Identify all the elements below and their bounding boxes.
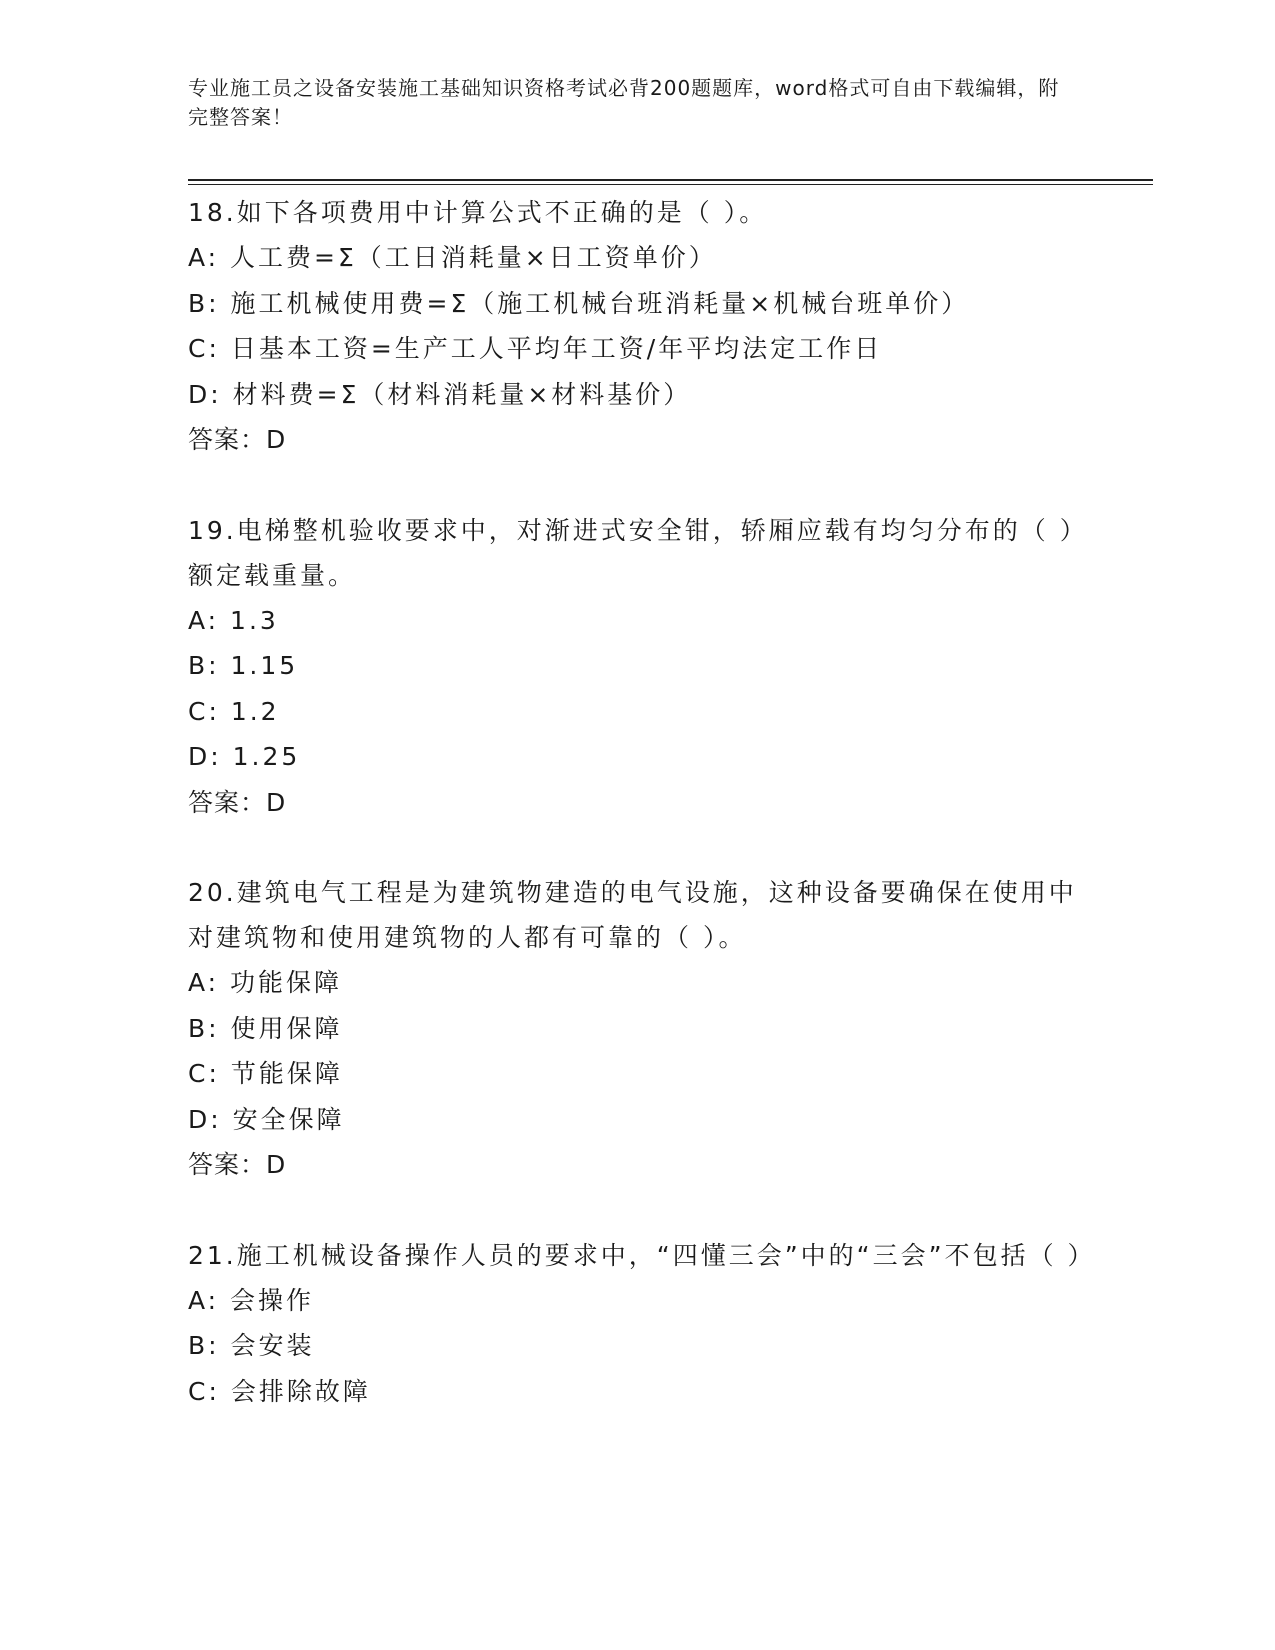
option-b: B: 使用保障 xyxy=(188,1013,343,1043)
answer: 答案：D xyxy=(188,1150,287,1179)
option-a: A: 1.3 xyxy=(188,605,279,635)
option-d: D: 材料费=Σ（材料消耗量×材料基价） xyxy=(188,379,692,409)
answer: 答案：D xyxy=(188,787,287,817)
question-text: 21.施工机械设备操作人员的要求中，“四懂三会”中的“三会”不包括（ ） xyxy=(188,1240,1096,1270)
answer: 答案：D xyxy=(188,425,287,454)
question-list xyxy=(188,190,1096,1459)
document-header: 专业施工员之设备安装施工基础知识资格考试必背200题题库，word格式可自由下载编辑，附完整答案！ xyxy=(188,76,1060,129)
option-b: B: 1.15 xyxy=(188,651,299,680)
header-divider-thin xyxy=(188,184,1153,185)
option-c: C: 日基本工资=生产工人平均年工资/年平均法定工作日 xyxy=(188,334,883,363)
question-text: 20.建筑电气工程是为建筑物建造的电气设施，这种设备要确保在使用中对建筑物和使用建筑物的人都有可靠的（ ）。 xyxy=(188,878,1077,952)
option-c: C: 1.2 xyxy=(188,696,280,726)
question-19 xyxy=(188,508,1088,826)
question-text: 19.电梯整机验收要求中，对渐进式安全钳，轿厢应载有均匀分布的（ ）额定载重量。 xyxy=(188,515,1088,590)
header-divider-thick xyxy=(188,179,1153,181)
option-a: A: 会操作 xyxy=(188,1285,315,1315)
question-18 xyxy=(188,190,1088,463)
option-a: A: 人工费=Σ（工日消耗量×日工资单价） xyxy=(188,243,717,272)
option-c: C: 节能保障 xyxy=(188,1059,343,1088)
question-text: 18.如下各项费用中计算公式不正确的是（ ）。 xyxy=(188,198,768,227)
option-b: B: 会安装 xyxy=(188,1331,315,1360)
option-c: C: 会排除故障 xyxy=(188,1376,371,1406)
question-20 xyxy=(188,870,1088,1188)
question-21 xyxy=(188,1233,1096,1415)
option-b: B: 施工机械使用费=Σ（施工机械台班消耗量×机械台班单价） xyxy=(188,288,970,318)
option-d: D: 1.25 xyxy=(188,742,301,771)
option-d: D: 安全保障 xyxy=(188,1104,345,1134)
option-a: A: 功能保障 xyxy=(188,968,343,997)
